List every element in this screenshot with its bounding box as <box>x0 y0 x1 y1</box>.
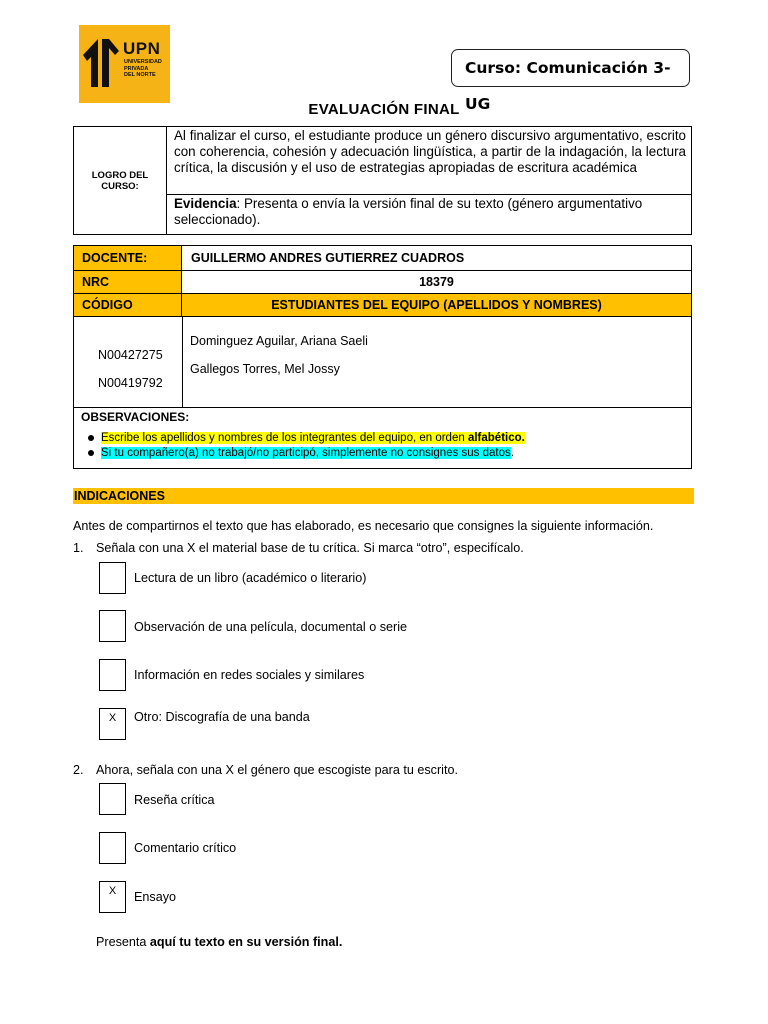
evidence-label: Evidencia <box>174 196 237 211</box>
option-checkbox[interactable] <box>99 562 126 594</box>
student-code: N00427275 <box>98 348 163 362</box>
logro-text: Al finalizar el curso, el estudiante produce un género discursivo argumentativo, escrito con coherencia, cohesión y adecuación lingüística, a partir de la indagación, la lectura crítica, la discusión y el uso de estrategias apropiadas de escritura académica <box>174 128 686 175</box>
evidence-text: Evidencia: Presenta o envía la versión final de su texto (género argumentativo seleccionado). <box>174 196 643 227</box>
nrc-label: NRC <box>74 271 182 293</box>
docente-row <box>74 246 691 271</box>
student-name: Dominguez Aguilar, Ariana Saeli <box>190 334 368 348</box>
nrc-value: 18379 <box>182 271 691 293</box>
nrc-row <box>74 271 691 294</box>
indicaciones-heading: INDICACIONES <box>73 488 694 504</box>
team-table <box>73 245 692 469</box>
option-checkbox[interactable] <box>99 783 126 815</box>
option-checkbox[interactable]: X <box>99 708 126 740</box>
logro-divider <box>167 194 692 195</box>
upn-logo-mark-icon <box>79 25 123 103</box>
logo-brand: UPN <box>123 39 161 58</box>
course-label: Curso: Comunicación 3-UG <box>451 49 690 87</box>
observation-item: Si tu compañero(a) no trabajó/no participó, simplemente no consignes sus datos. <box>88 447 514 459</box>
bullet-icon <box>88 435 94 441</box>
students-row <box>74 317 691 408</box>
option-label: Lectura de un libro (académico o literario) <box>134 571 367 585</box>
logo-subtitle: UNIVERSIDAD PRIVADA DEL NORTE <box>124 59 162 78</box>
docente-label: DOCENTE: <box>74 246 182 270</box>
bullet-icon <box>88 450 94 456</box>
docente-value: GUILLERMO ANDRES GUTIERREZ CUADROS <box>182 246 691 270</box>
question-2: Ahora, señala con una X el género que escogiste para tu escrito. <box>96 763 458 777</box>
codigo-row <box>74 294 691 317</box>
question-number: 1. <box>73 541 84 555</box>
upn-logo <box>79 25 170 103</box>
option-label: Observación de una película, documental o serie <box>134 620 408 634</box>
option-label: Información en redes sociales y similares <box>134 668 365 682</box>
logro-label: LOGRO DEL CURSO: <box>74 127 167 234</box>
students-header: ESTUDIANTES DEL EQUIPO (APELLIDOS Y NOMBRES) <box>271 298 602 312</box>
question-1: Señala con una X el material base de tu crítica. Si marca “otro”, especifícalo. <box>96 541 524 555</box>
option-checkbox[interactable] <box>99 832 126 864</box>
option-label: Otro: Discografía de una banda <box>134 710 310 724</box>
final-instruction: Presenta aquí tu texto en su versión final. <box>96 935 343 949</box>
codigo-label: CÓDIGO <box>74 294 182 316</box>
observations <box>74 408 691 468</box>
option-checkbox[interactable] <box>99 659 126 691</box>
student-code: N00419792 <box>98 376 163 390</box>
logro-table <box>73 126 692 235</box>
page-title: EVALUACIÓN FINAL <box>308 101 460 118</box>
option-label: Reseña crítica <box>134 793 215 807</box>
option-checkbox[interactable]: X <box>99 881 126 913</box>
observations-label: OBSERVACIONES: <box>81 410 190 424</box>
option-label: Comentario crítico <box>134 841 237 855</box>
option-label: Ensayo <box>134 890 177 904</box>
indicaciones-intro: Antes de compartirnos el texto que has elaborado, es necesario que consignes la siguiente información. <box>73 519 654 533</box>
observation-item: Escribe los apellidos y nombres de los integrantes del equipo, en orden alfabético. <box>88 432 525 444</box>
option-checkbox[interactable] <box>99 610 126 642</box>
codes-cell <box>74 317 183 407</box>
student-name: Gallegos Torres, Mel Jossy <box>190 362 340 376</box>
question-number: 2. <box>73 763 84 777</box>
